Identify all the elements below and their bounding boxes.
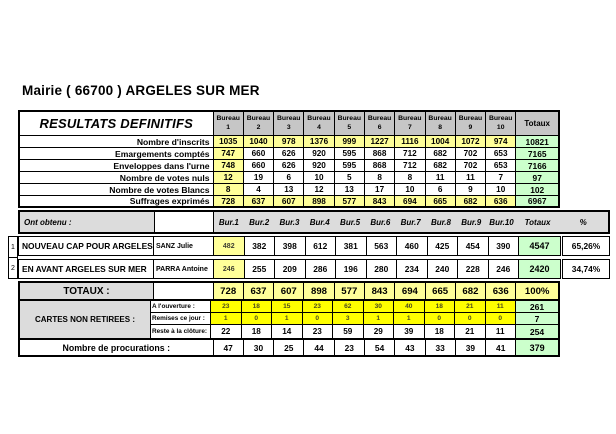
candidate-value-cell: 196 [335, 259, 367, 279]
cartes-value-cell: 23 [211, 301, 242, 312]
candidate-value-cell: 612 [305, 236, 337, 256]
summary-value-cell: 868 [365, 160, 395, 171]
totaux-value-cell: 682 [456, 283, 486, 299]
bureau-header-number: 10 [496, 123, 505, 131]
candidate-value-cell: 246 [213, 259, 245, 279]
candidate-value-cell: 482 [213, 236, 245, 256]
bureau-header-cell [274, 112, 304, 135]
procurations-value-cell: 54 [365, 340, 395, 355]
candidate-number: 1 [9, 237, 17, 258]
cartes-value-cell: 59 [333, 325, 364, 338]
summary-value-cell: 6 [426, 184, 456, 195]
summary-value-cell: 978 [274, 136, 304, 147]
summary-value-cell: 4 [244, 184, 274, 195]
summary-total-cell: 7166 [516, 160, 558, 171]
candidate-percent-cell: 65,26% [562, 236, 610, 256]
bureau-header-cell [244, 112, 274, 135]
candidate-value-cell: 454 [457, 236, 489, 256]
summary-row-label: Emargements comptés [20, 148, 214, 159]
summary-value-cell: 660 [244, 148, 274, 159]
summary-total-cell: 102 [516, 184, 558, 195]
summary-value-cell: 577 [335, 196, 365, 206]
cartes-value-cell: 39 [394, 325, 425, 338]
summary-value-cell: 13 [274, 184, 304, 195]
totaux-header-cell: Totaux [516, 112, 558, 135]
percent-header: % [579, 217, 587, 227]
summary-row-label: Nombre d'inscrits [20, 136, 214, 147]
summary-value-cell: 10 [304, 172, 334, 183]
procurations-value-cell: 23 [335, 340, 365, 355]
bur-header-cell: Bur.4 [309, 217, 330, 227]
summary-value-cell: 1004 [426, 136, 456, 147]
cartes-total-cell: 261 [516, 301, 558, 312]
summary-row [20, 148, 558, 160]
cartes-value-cell: 18 [425, 301, 456, 312]
bureau-header-number: 3 [286, 123, 291, 131]
summary-value-cell: 1040 [244, 136, 274, 147]
cartes-value-cell: 18 [242, 325, 273, 338]
candidate-value-cell: 228 [457, 259, 489, 279]
summary-value-cell: 748 [214, 160, 244, 171]
cartes-value-cell: 22 [211, 325, 242, 338]
cartes-value-cell: 0 [425, 313, 456, 324]
cartes-value-cell: 23 [303, 325, 334, 338]
cartes-row-label: Remises ce jour : [151, 313, 211, 324]
procurations-value-cell: 30 [244, 340, 274, 355]
summary-value-cell: 999 [335, 136, 365, 147]
cartes-value-cell: 11 [486, 325, 517, 338]
candidate-value-cell: 246 [488, 259, 520, 279]
summary-total-cell: 6967 [516, 196, 558, 206]
bur-header-cell: Bur.5 [340, 217, 361, 227]
bureau-header-word: Bureau [216, 115, 240, 123]
summary-value-cell: 11 [456, 172, 486, 183]
bur-header-cell: Bur.2 [249, 217, 270, 227]
cartes-row [151, 301, 558, 313]
summary-value-cell: 11 [426, 172, 456, 183]
bureau-header-number: 4 [317, 123, 321, 131]
totaux-value-cell: 636 [486, 283, 516, 299]
summary-row [20, 196, 558, 206]
bureau-header-number: 1 [226, 123, 231, 131]
summary-value-cell: 868 [365, 148, 395, 159]
candidate-number-box [8, 236, 18, 279]
totaux-label: TOTAUX : [20, 283, 154, 299]
candidate-value-cell: 382 [244, 236, 276, 256]
summary-row [20, 172, 558, 184]
totaux-value-cell: 577 [335, 283, 365, 299]
summary-value-cell: 747 [214, 148, 244, 159]
candidate-number: 2 [11, 264, 15, 272]
cartes-value-cell: 18 [425, 325, 456, 338]
bureau-header-cell [426, 112, 456, 135]
ont-obtenu-label: Ont obtenu : [24, 217, 72, 227]
cartes-value-cell: 29 [364, 325, 395, 338]
cartes-rows [151, 301, 558, 338]
summary-value-cell: 7 [486, 172, 516, 183]
summary-value-cell: 607 [274, 196, 304, 206]
summary-value-cell: 660 [244, 160, 274, 171]
totaux-value-cell: 728 [214, 283, 244, 299]
cartes-total-cell: 7 [516, 313, 558, 324]
bureau-header-word: Bureau [246, 115, 271, 123]
candidate-value-cell: 240 [427, 259, 459, 279]
cartes-value-cell: 0 [455, 313, 486, 324]
summary-value-cell: 694 [395, 196, 425, 206]
totaux-value-cell: 898 [304, 283, 334, 299]
candidate-total-cell: 4547 [518, 236, 561, 256]
bureau-header-number: 9 [468, 123, 473, 131]
bureau-header-word: Bureau [428, 115, 452, 123]
bureau-header-word: Bureau [488, 115, 513, 123]
bureau-header-cell [214, 112, 244, 135]
summary-value-cell: 8 [214, 184, 244, 195]
summary-section [18, 110, 560, 208]
summary-value-cell: 19 [244, 172, 274, 183]
bureau-header-word: Bureau [367, 115, 392, 123]
totaux-value-cell: 843 [365, 283, 395, 299]
summary-value-cell: 974 [486, 136, 516, 147]
totaux-total-cell: 100% [516, 283, 558, 299]
bureau-header-cell [395, 112, 425, 135]
summary-total-cell: 97 [516, 172, 558, 183]
procurations-value-cell: 39 [456, 340, 486, 355]
results-table [11, 110, 610, 357]
bureau-header-number: 6 [377, 123, 382, 131]
summary-value-cell: 702 [456, 148, 486, 159]
candidate-value-cell: 563 [366, 236, 398, 256]
cartes-value-cell: 1 [272, 313, 303, 324]
candidate-percent-cell: 34,74% [562, 259, 610, 279]
candidate-row [18, 259, 610, 279]
bur-header-cell: Bur.8 [430, 217, 451, 227]
candidate-value-cell: 286 [305, 259, 337, 279]
totaux-value-cell: 607 [274, 283, 304, 299]
candidate-name: PARRA Antoine [153, 259, 214, 279]
summary-value-cell: 9 [456, 184, 486, 195]
candidate-value-cell: 234 [396, 259, 428, 279]
cartes-total-cell: 254 [516, 325, 558, 338]
summary-row-label: Nombre de votes nuls [20, 172, 214, 183]
summary-value-cell: 6 [274, 172, 304, 183]
candidates-section [11, 236, 610, 279]
bur-header-cell: Bur.1 [218, 217, 239, 227]
summary-value-cell: 682 [456, 196, 486, 206]
procurations-label: Nombre de procurations : [20, 340, 214, 355]
candidate-value-cell: 398 [274, 236, 306, 256]
summary-value-cell: 8 [365, 172, 395, 183]
bureau-header-cell [335, 112, 365, 135]
totaux-row [20, 283, 558, 299]
bureau-header-cell [365, 112, 395, 135]
bur-header-cell: Bur.7 [400, 217, 421, 227]
cartes-value-cell: 15 [272, 301, 303, 312]
summary-value-cell: 1116 [395, 136, 425, 147]
cartes-value-cell: 23 [303, 301, 334, 312]
cartes-row-label: Reste à la clôture: [151, 325, 211, 338]
totaux-value-cell: 694 [395, 283, 425, 299]
candidate-total-cell: 2420 [518, 259, 561, 279]
summary-value-cell: 1227 [365, 136, 395, 147]
summary-value-cell: 653 [486, 160, 516, 171]
cartes-value-cell: 14 [272, 325, 303, 338]
procurations-value-cell: 44 [304, 340, 334, 355]
candidate-value-cell: 460 [396, 236, 428, 256]
summary-value-cell: 728 [214, 196, 244, 206]
bureau-header-number: 5 [347, 123, 352, 131]
procurations-row [20, 340, 558, 355]
summary-total-cell: 7165 [516, 148, 558, 159]
procurations-value-cell: 41 [486, 340, 516, 355]
procurations-value-cell: 43 [395, 340, 425, 355]
cartes-value-cell: 3 [333, 313, 364, 324]
totaux-value-cell: 665 [426, 283, 456, 299]
bur-header-cell: Bur.3 [279, 217, 300, 227]
summary-value-cell: 843 [365, 196, 395, 206]
procurations-value-cell: 47 [214, 340, 244, 355]
totaux-blank-cell [154, 283, 214, 299]
candidate-value-cell: 280 [366, 259, 398, 279]
summary-value-cell: 637 [244, 196, 274, 206]
procurations-value-cell: 33 [426, 340, 456, 355]
summary-value-cell: 12 [214, 172, 244, 183]
bureau-header-cell [304, 112, 334, 135]
procurations-total-cell: 379 [516, 340, 558, 355]
cartes-row [151, 325, 558, 338]
summary-value-cell: 682 [426, 160, 456, 171]
summary-row [20, 136, 558, 148]
summary-value-cell: 1035 [214, 136, 244, 147]
summary-value-cell: 8 [395, 172, 425, 183]
summary-value-cell: 898 [304, 196, 334, 206]
summary-value-cell: 626 [274, 148, 304, 159]
candidate-value-cell: 209 [274, 259, 306, 279]
summary-row-label: Enveloppes dans l'urne [20, 160, 214, 171]
summary-value-cell: 17 [365, 184, 395, 195]
cartes-section [18, 299, 560, 340]
bur-header-cell: Bur.9 [461, 217, 482, 227]
cartes-row-label: A l'ouverture : [151, 301, 211, 312]
bureau-header-cell [486, 112, 516, 135]
candidate-party: EN AVANT ARGELES SUR MER [18, 259, 154, 279]
summary-value-cell: 5 [335, 172, 365, 183]
totaux-row-section [18, 281, 560, 301]
candidate-name: SANZ Julie [153, 236, 214, 256]
cartes-value-cell: 0 [303, 313, 334, 324]
cartes-value-cell: 40 [394, 301, 425, 312]
cartes-value-cell: 21 [455, 325, 486, 338]
cartes-row [151, 313, 558, 325]
summary-value-cell: 682 [426, 148, 456, 159]
page-title: Mairie ( 66700 ) ARGELES SUR MER [22, 83, 260, 98]
summary-row-label: Suffrages exprimés [20, 196, 214, 206]
summary-value-cell: 712 [395, 148, 425, 159]
bur-header-cell: Bur.10 [489, 217, 514, 227]
summary-value-cell: 595 [335, 160, 365, 171]
bureau-header-word: Bureau [307, 115, 331, 123]
totaux-value-cell: 637 [244, 283, 274, 299]
candidate-value-cell: 390 [488, 236, 520, 256]
summary-value-cell: 10 [395, 184, 425, 195]
candidate-value-cell: 425 [427, 236, 459, 256]
cartes-value-cell: 1 [364, 313, 395, 324]
summary-value-cell: 1072 [456, 136, 486, 147]
summary-value-cell: 920 [304, 160, 334, 171]
summary-value-cell: 10 [486, 184, 516, 195]
summary-value-cell: 1376 [304, 136, 334, 147]
summary-header-row [20, 112, 558, 136]
summary-value-cell: 702 [456, 160, 486, 171]
summary-row [20, 160, 558, 172]
cartes-value-cell: 0 [242, 313, 273, 324]
bureau-header-word: Bureau [277, 115, 301, 123]
bureau-header-cell [456, 112, 486, 135]
cartes-label: CARTES NON RETIREES : [20, 301, 151, 338]
cartes-value-cell: 11 [486, 301, 517, 312]
summary-row-label: Nombre de votes Blancs [20, 184, 214, 195]
summary-value-cell: 12 [304, 184, 334, 195]
summary-total-cell: 10821 [516, 136, 558, 147]
band-totaux-label: Totaux [524, 217, 551, 227]
cartes-value-cell: 18 [242, 301, 273, 312]
summary-value-cell: 13 [335, 184, 365, 195]
summary-value-cell: 595 [335, 148, 365, 159]
candidate-value-cell: 255 [244, 259, 276, 279]
bureau-header-number: 8 [438, 123, 443, 131]
summary-row [20, 184, 558, 196]
summary-value-cell: 636 [486, 196, 516, 206]
bureau-header-number: 7 [407, 123, 412, 131]
cartes-value-cell: 1 [394, 313, 425, 324]
candidate-party: NOUVEAU CAP POUR ARGELES [18, 236, 154, 256]
cartes-value-cell: 62 [333, 301, 364, 312]
bureau-header-word: Bureau [458, 115, 483, 123]
summary-value-cell: 653 [486, 148, 516, 159]
summary-value-cell: 626 [274, 160, 304, 171]
summary-value-cell: 920 [304, 148, 334, 159]
results-definitifs-label: RESULTATS DEFINITIFS [20, 112, 214, 135]
procurations-section [18, 338, 560, 357]
cartes-value-cell: 0 [486, 313, 517, 324]
summary-value-cell: 665 [426, 196, 456, 206]
procurations-value-cell: 25 [274, 340, 304, 355]
cartes-value-cell: 1 [211, 313, 242, 324]
summary-value-cell: 712 [395, 160, 425, 171]
candidate-row [18, 236, 610, 256]
candidate-value-cell: 381 [335, 236, 367, 256]
cartes-value-cell: 21 [455, 301, 486, 312]
band-blank-cell [154, 212, 214, 232]
ont-obtenu-band [18, 210, 610, 234]
bureau-header-word: Bureau [337, 115, 361, 123]
bureau-header-word: Bureau [398, 115, 422, 123]
cartes-value-cell: 30 [364, 301, 395, 312]
bur-header-cell: Bur.6 [370, 217, 391, 227]
bureau-header-number: 2 [256, 123, 261, 131]
